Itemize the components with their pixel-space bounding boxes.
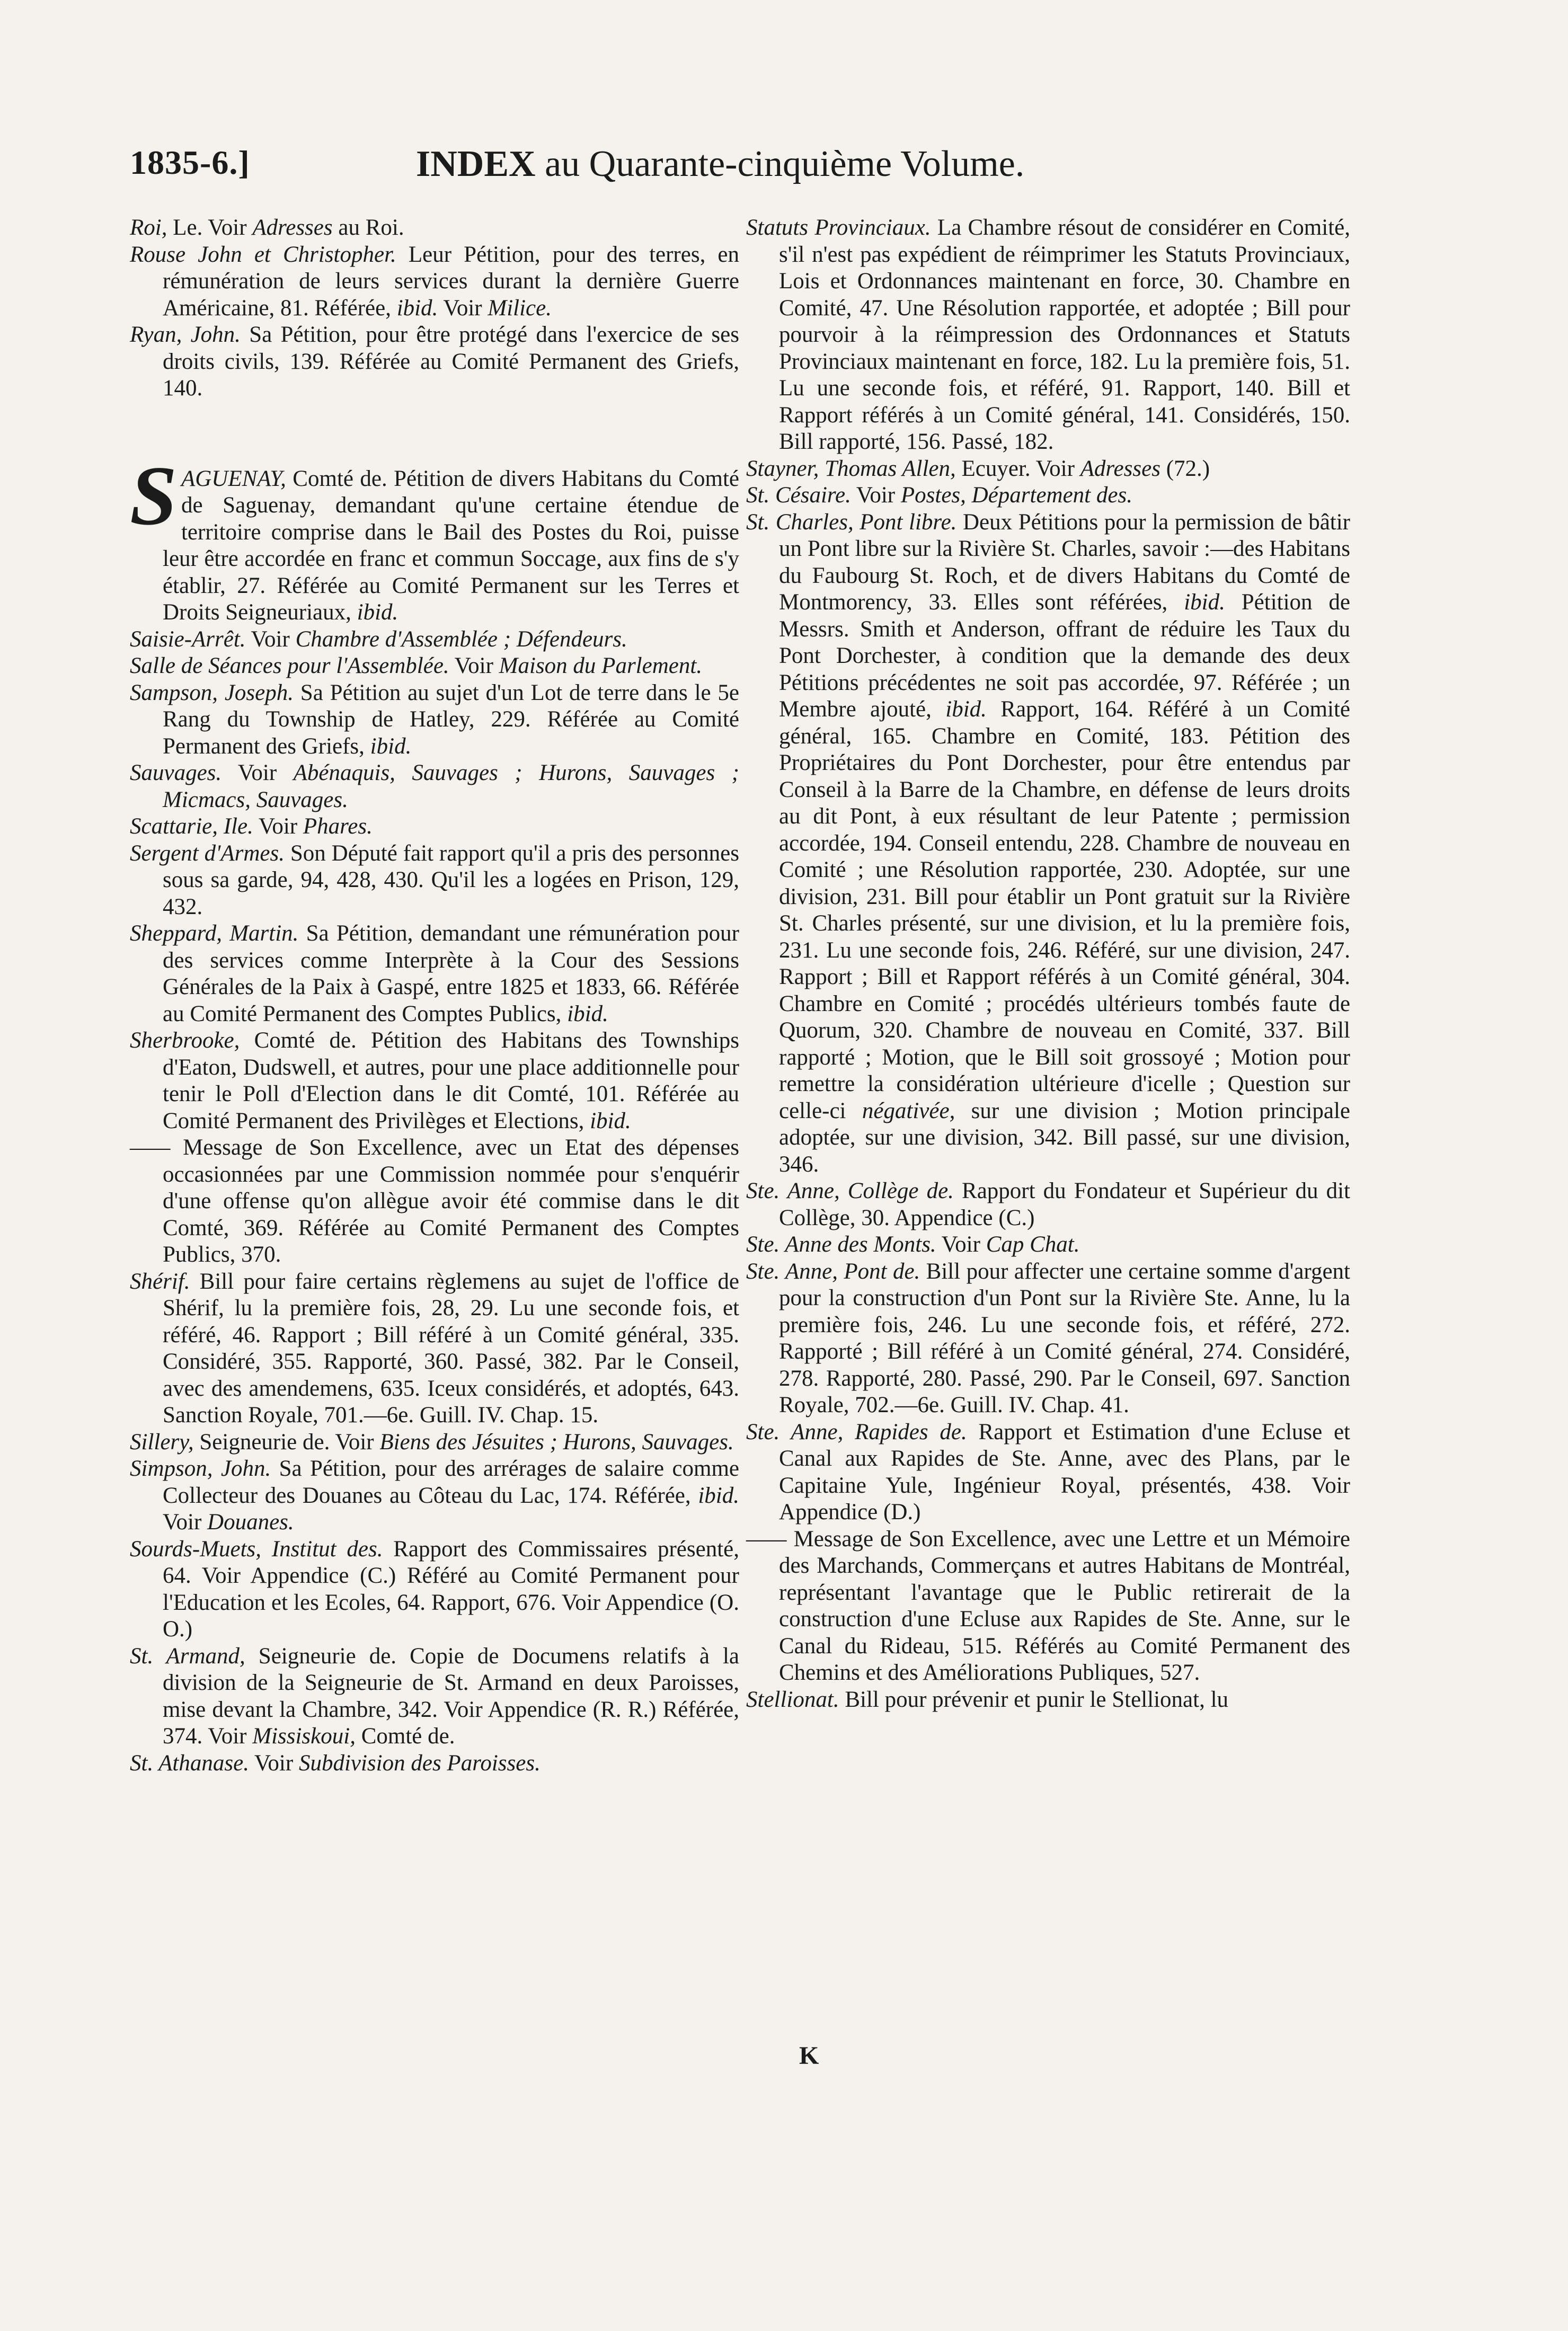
page-header [130,143,1455,201]
entry-text: Ecuyer. Voir [955,456,1080,481]
entry-ref: Maison du Parlement. [499,653,703,678]
index-entry [746,482,1350,509]
index-entry [130,680,739,760]
index-entry [130,1429,739,1456]
entry-head: Sergent d'Armes. [130,840,285,866]
entry-text: Voir [253,814,303,839]
entry-head: Statuts Provinciaux. [746,215,931,240]
entry-head: Ste. Anne, Rapides de. [746,1419,967,1444]
title-index: INDEX [416,144,536,184]
left-column [130,215,739,1777]
entry-head: St. Charles, Pont libre. [746,509,957,535]
entry-text: Message de Son Excellence, avec un Etat des dépenses occasionnées par une Commission nommée pour s'enquérir d'une offense qu'on allègue avoir été commise dans le dit Comté, 369. Référée au Comité Permanent des Comptes Publics, 370. [163,1135,739,1267]
index-entry [130,653,739,680]
entry-head: Stellionat. [746,1687,839,1712]
entry-text: Message de Son Excellence, avec une Lettre et un Mémoire des Marchands, Commerçans et autres Habitans de Montréal, représentant l'avantage que le Public retirerait de la construction d'une Ecluse aux Rapides de Ste. Anne, sur le Canal du Rideau, 515. Référés au Comité Permanent des Chemins et des Améliorations Publiques, 527. [779,1526,1350,1685]
entry-ref: Postes, Département des. [900,483,1132,508]
entry-ref: Abénaquis, Sauvages ; Hurons, Sauvages ; Micmacs, Sauvages. [163,760,740,812]
index-entry [746,1231,1350,1258]
drop-cap: S [130,448,177,543]
entry-head: Rouse John et Christopher. [130,242,396,267]
page-year: 1835-6.] [130,144,250,181]
entry-ref: ibid. [357,600,398,625]
left-entries-top [130,215,739,402]
entry-ref: ibid. [396,295,438,321]
entry-text: (72.) [1160,456,1210,481]
index-entry [130,1456,739,1536]
entry-ref: ibid. [370,733,412,759]
entry-text: Voir [245,626,296,652]
entry-ref: ibid. [698,1483,739,1508]
index-entry [746,1526,1350,1687]
entry-text: Sa Pétition, pour des arrérages de salaire comme Collecteur des Douanes au Côteau du Lac, 174. Référée, [163,1456,740,1508]
entry-head: Sourds-Muets, Institut des. [130,1536,383,1562]
entry-text: Rapport des Commissaires présenté, 64. Voir Appendice (C.) Référé au Comité Permanent pour l'Education et les Ecoles, 64. Rapport, 676. Voir Appendice (O. O.) [163,1536,739,1642]
entry-head: Ste. Anne des Monts. [746,1232,936,1257]
entry-ref: Subdivision des Paroisses. [298,1750,541,1776]
index-entry [130,1536,739,1643]
entry-text: Rapport et Estimation d'une Ecluse et Canal aux Rapides de Ste. Anne, avec des Plans, par le Capitaine Yule, Ingénieur Royal, présentés, 438. Voir Appendice (D.) [779,1419,1350,1525]
entry-text: Voir [449,653,499,678]
index-entry [746,1687,1350,1714]
entry-head: St. Césaire. [746,483,851,508]
index-entry [130,215,739,242]
entry-text: Comté de. [355,1724,455,1749]
entry-text: Comté de. Pétition de divers Habitans du Comté de Saguenay, demandant qu'une certaine étendue de territoire comprise dans le Bail des Postes du Roi, puisse leur être accordée en franc et commun Soccage, aux fins de s'y établir, 27. Référée au Comité Permanent sur les Terres et Droits Seigneuriaux, [163,466,739,625]
index-entry [130,1269,739,1429]
entry-head: Sherbrooke, [130,1028,240,1053]
entry-text: Sa Pétition, pour être protégé dans l'exercice de ses droits civils, 139. Référée au Comité Permanent des Griefs, 140. [163,322,739,401]
entry-text: Son Député fait rapport qu'il a pris des personnes sous sa garde, 94, 428, 430. Qu'il les a logées en Prison, 129, 432. [163,840,740,919]
entry-head: Ste. Anne, Collège de. [746,1178,954,1203]
index-entry [746,215,1350,456]
entry-head: Sheppard, Martin. [130,921,299,946]
entry-head: AGUENAY, [181,466,286,491]
entry-head: —— [746,1526,787,1552]
entry-text: Voir [851,483,901,508]
entry-ref: Adresses [252,215,333,240]
entry-ref: Biens des Jésuites ; Hurons, Sauvages. [379,1429,734,1455]
entry-text: sur une division ; Motion principale adoptée, sur une division, 342. Bill passé, sur une division, 346. [779,1098,1350,1177]
entry-head: Sauvages. [130,760,222,785]
entry-text: La Chambre résout de considérer en Comité, s'il n'est pas expédient de réimprimer les Statuts Provinciaux, Lois et Ordonnances maintenant en force, 30. Chambre en Comité, 47. Une Résolution rapportée, et adoptée ; Bill pour pourvoir à la réimpression des Ordonnances et Statuts Provinciaux maintenant en force, 182. Lu la première fois, 51. Lu une seconde fois, et référé, 91. Rapport, 140. Bill et Rapport référés à un Comité général, 141. Considérés, 150. Bill rapporté, 156. Passé, 182. [779,215,1350,454]
entry-head: Simpson, John. [130,1456,271,1481]
index-entry [746,1178,1350,1231]
entry-ref: ibid. [1184,590,1225,615]
entry-ref: ibid. [567,1001,608,1026]
title-rest: au Quarante-cinquième Volume. [545,144,1025,184]
entry-text: Sa Pétition au sujet d'un Lot de terre dans le 5e Rang du Township de Hatley, 229. Référée au Comité Permanent des Griefs, [163,680,739,759]
entry-saguenay [130,448,739,626]
entry-ref: Missiskoui, [252,1724,356,1749]
entry-text: Voir [438,295,488,321]
entry-head: Salle de Séances pour l'Assemblée. [130,653,449,678]
entry-text: Bill pour prévenir et punir le Stellionat, lu [839,1687,1229,1712]
entry-text: Rapport du Fondateur et Supérieur du dit Collège, 30. Appendice (C.) [779,1178,1350,1230]
entry-text: Deux Pétitions pour la permission de bâtir un Pont libre sur la Rivière St. Charles, savoir :—des Habitans du Faubourg St. Roch, et de divers Habitans du Comté de Montmorency, 33. Elles sont référées, [779,509,1351,615]
entry-head: St. Athanase. [130,1750,249,1776]
entry-head: Stayner, Thomas Allen, [746,456,956,481]
entry-text: Seigneurie de. Copie de Documens relatifs à la division de la Seigneurie de St. Armand en deux Paroisses, mise devant la Chambre, 342. Voir Appendice (R. R.) Référée, 374. Voir [163,1643,739,1749]
entry-head: —— [130,1135,171,1160]
index-entry [130,626,739,653]
entry-ref: Adresses [1080,456,1161,481]
entry-text: Rapport, 164. Référé à un Comité général, 165. Chambre en Comité, 183. Pétition des Propriétaires du Pont Dorchester, pour être entendus par Conseil à la Barre de la Chambre, en défense de leurs droits au dit Pont, à eux résultant de leur Patente ; permission accordée, 194. Conseil entendu, 228. Chambre de nouveau en Comité ; une Résolution rapportée, 230. Adoptée, sur une division, 231. Bill pour établir un Pont gratuit sur la Rivière St. Charles présenté, sur une division, et lu la première fois, 231. Lu une seconde fois, 246. Référé, sur une division, 247. Rapport ; Bill et Rapport référés à un Comité général, 304. Chambre en Comité ; procédés ultérieurs tombés faute de Quorum, 320. Chambre de nouveau en Comité, 337. Bill rapporté ; Motion, que le Bill soit grossoyé ; Motion pour remettre la considération ultérieure d'icelle ; Question sur celle-ci [779,697,1350,1123]
index-entry [130,1643,739,1750]
index-entry [130,1750,739,1777]
entry-ref: Chambre d'Assemblée ; Défendeurs. [295,626,627,652]
entry-head: Ste. Anne, Pont de. [746,1258,920,1284]
index-entry [130,840,739,921]
index-entry [130,1027,739,1135]
entry-ref: négativée, [862,1098,955,1123]
entry-text: Voir [249,1750,299,1776]
index-entry [130,760,739,813]
entry-text: Seigneurie de. Voir [193,1429,380,1455]
entry-ref: Milice. [488,295,552,321]
page-title [416,143,1024,185]
entry-ref: Cap Chat. [986,1232,1080,1257]
entry-ref: ibid. [945,697,987,722]
right-column [746,215,1350,1713]
left-entries-bottom [130,626,739,1777]
entry-ref: Phares. [303,814,373,839]
entry-head: Saisie-Arrêt. [130,626,246,652]
index-entry [130,242,739,322]
entry-text: Sa Pétition, demandant une rémunération pour des services comme Interprète à la Cour des Sessions Générales de la Paix à Gaspé, entre 1825 et 1833, 66. Référée au Comité Permanent des Comptes Publics, [163,921,740,1026]
entry-ref: ibid. [590,1108,631,1133]
entry-head: Sampson, Joseph. [130,680,294,705]
entry-head: Sillery, [130,1429,194,1455]
entry-text: Voir [163,1510,208,1535]
section-gap [130,402,739,466]
entry-text: au Roi. [332,215,404,240]
index-entry [130,322,739,402]
index-entry [746,1419,1350,1526]
entry-text: Comté de. Pétition des Habitans des Townships d'Eaton, Dudswell, et autres, pour une place additionnelle pour tenir le Poll d'Election dans le dit Comté, 101. Référée au Comité Permanent des Privilèges et Elections, [163,1028,739,1133]
index-entry [130,920,739,1027]
entry-text: Voir [222,760,294,785]
entry-text: Le. Voir [167,215,253,240]
index-entry [130,1135,739,1269]
entry-text: Leur Pétition, pour des terres, en rémunération de leurs services durant la dernière Guerre Américaine, 81. Référée, [163,242,739,321]
entry-ref: Douanes. [207,1510,294,1535]
entry-text: Pétition de Messrs. Smith et Anderson, offrant de réduire les Taux du Pont Dorchester, à condition que la demande des deux Pétitions précédentes ne soit pas accordée, 97. Référée ; un Membre ajouté, [779,590,1350,722]
index-entry [746,1258,1350,1419]
right-entries [746,215,1350,1713]
index-entry [130,813,739,840]
entry-head: Ryan, John. [130,322,241,347]
entry-head: Roi, [130,215,167,240]
entry-head: St. Armand, [130,1643,245,1669]
entry-text: Voir [936,1232,986,1257]
entry-text: Bill pour faire certains règlemens au sujet de l'office de Shérif, lu la première fois, 28, 29. Lu une seconde fois, et référé, 46. Rapport ; Bill référé à un Comité général, 335. Considéré, 355. Rapporté, 360. Passé, 382. Par le Conseil, avec des amendemens, 635. Iceux considérés, et adoptés, 643. Sanction Royale, 701.—6e. Guill. IV. Chap. 15. [163,1269,739,1428]
entry-head: Shérif. [130,1269,190,1294]
index-entry [746,509,1350,1178]
signature-mark: K [799,2042,819,2070]
index-entry [746,456,1350,483]
entry-head: Scattarie, Ile. [130,814,253,839]
entry-text: Bill pour affecter une certaine somme d'argent pour la construction d'un Pont sur la Rivière Ste. Anne, lu la première fois, 246. Lu une seconde fois, et référé, 272. Rapporté ; Bill référé à un Comité général, 274. Considéré, 278. Rapporté, 280. Passé, 290. Par le Conseil, 697. Sanction Royale, 702.—6e. Guill. IV. Chap. 41. [779,1258,1351,1417]
